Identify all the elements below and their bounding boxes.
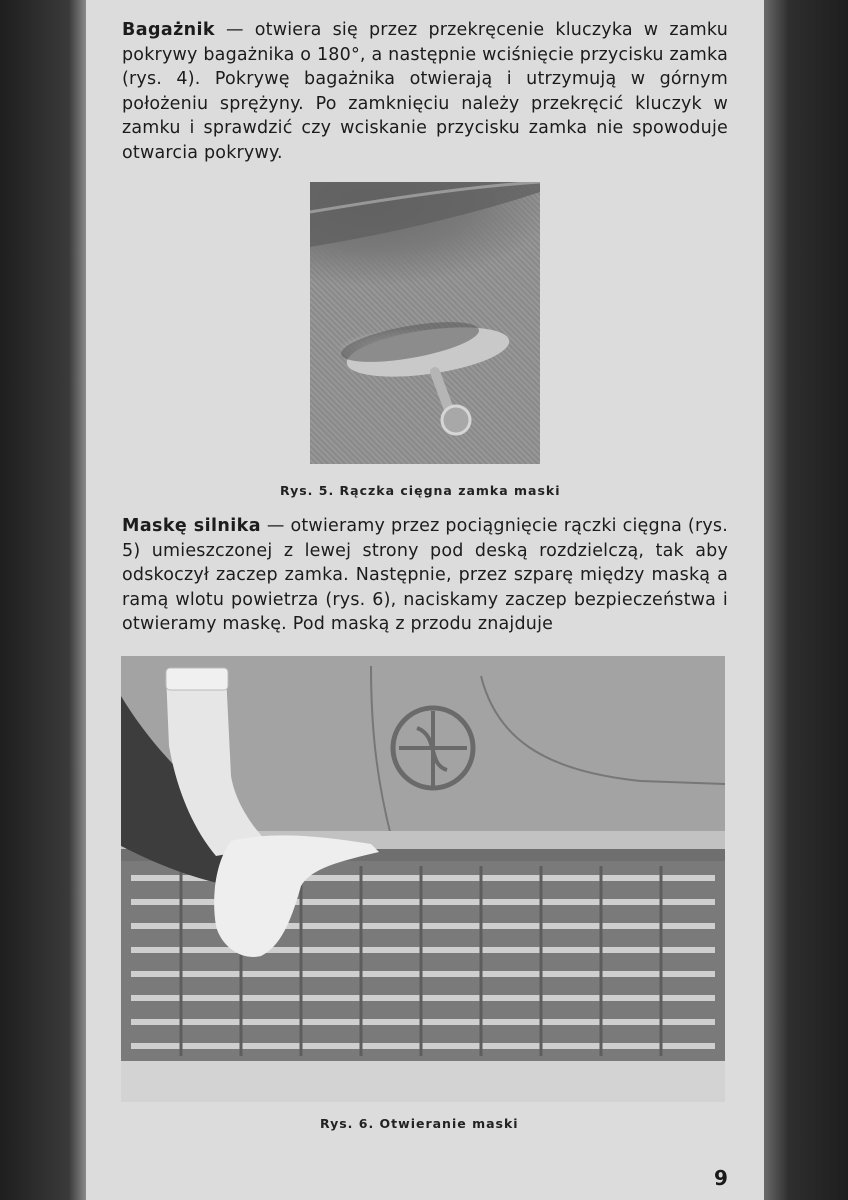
figure-6-opening-hood-photo <box>121 656 725 1102</box>
page-number: 9 <box>714 1166 728 1190</box>
term-trunk: Bagażnik <box>122 20 215 40</box>
paragraph-trunk-text: — otwiera się przez przekręcenie kluczyka w zamku pokrywy bagażnika o 180°, a następnie wciśnięcie przycisku zamka (rys. 4). Pokrywę bagażnika otwierają i utrzymują w górnym położeniu sprężyny. Po zamknięciu należy przekręcić kluczyk w zamku i sprawdzić czy wciskanie przycisku zamka nie spowoduje otwarcia pokrywy. <box>122 20 728 163</box>
document-page <box>86 0 764 1200</box>
figure-5-caption: Rys. 5. Rączka cięgna zamka maski <box>280 483 561 498</box>
paragraph-trunk <box>122 18 728 165</box>
scan-edge-right <box>764 0 848 1200</box>
paragraph-engine-hood <box>122 514 728 637</box>
figure-6-caption: Rys. 6. Otwieranie maski <box>320 1116 519 1131</box>
opening-hood-illustration <box>121 656 725 1102</box>
paragraph-engine-hood-text: — otwieramy przez pociągnięcie rączki cięgna (rys. 5) umieszczonej z lewej strony pod deską rozdzielczą, tak aby odskoczył zaczep zamka. Następnie, przez szparę między maską a ramą wlotu powietrza (rys. 6), naciskamy zaczep bezpieczeństwa i otwieramy maskę. Pod maską z przodu znajduje <box>122 516 728 634</box>
figure-5-hood-release-handle-photo <box>310 182 540 464</box>
scan-edge-left <box>0 0 86 1200</box>
term-engine-hood: Maskę silnika <box>122 516 261 536</box>
hood-release-handle-illustration <box>310 182 540 464</box>
